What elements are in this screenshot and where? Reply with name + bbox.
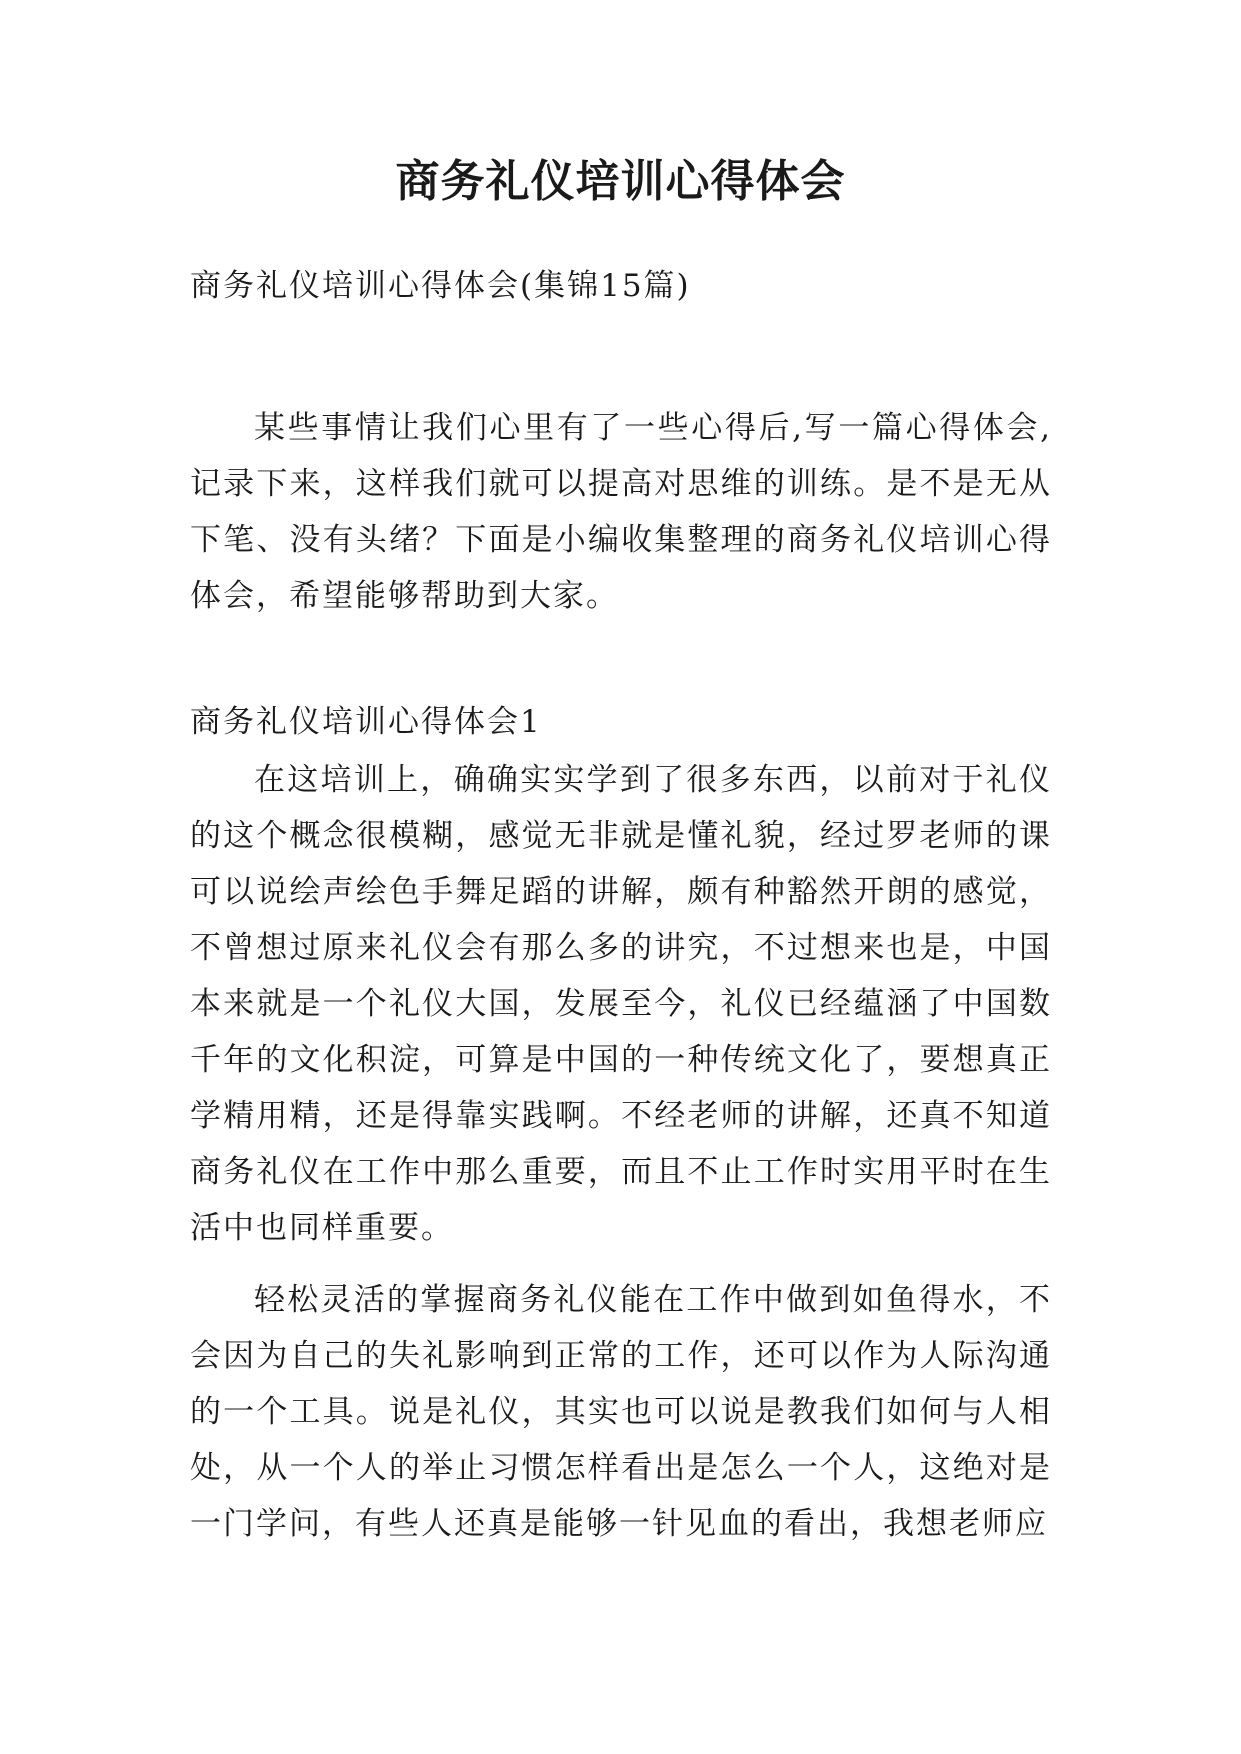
body-paragraph: 轻松灵活的掌握商务礼仪能在工作中做到如鱼得水，不会因为自己的失礼影响到正常的工作，还可以作为人际沟通的一个工具。说是礼仪，其实也可以说是教我们如何与人相处，从一个人的举止习惯怎样看出是怎么一个人，这绝对是一门学问，有些人还真是能够一针见血的看出，我想老师应 [190,1282,1052,1542]
document-title: 商务礼仪培训心得体会 [395,156,846,207]
body-paragraph: 在这培训上，确确实实学到了很多东西，以前对于礼仪的这个概念很模糊，感觉无非就是懂礼貌，经过罗老师的课可以说绘声绘色手舞足蹈的讲解，颇有种豁然开朗的感觉，不曾想过原来礼仪会有那么多的讲究，不过想来也是，中国本来就是一个礼仪大国，发展至今，礼仪已经蕴涵了中国数千年的文化积淀，可算是中国的一种传统文化了，要想真正学精用精，还是得靠实践啊。不经老师的讲解，还真不知道商务礼仪在工作中那么重要，而且不止工作时实用平时在生活中也同样重要。 [190,762,1052,1246]
section-heading: 商务礼仪培训心得体会1 [190,704,542,740]
intro-paragraph: 某些事情让我们心里有了一些心得后,写一篇心得体会,记录下来，这样我们就可以提高对思维的训练。是不是无从下笔、没有头绪？下面是小编收集整理的商务礼仪培训心得体会，希望能够帮助到大家。 [190,410,1052,614]
document-subtitle: 商务礼仪培训心得体会(集锦15篇) [190,268,691,304]
